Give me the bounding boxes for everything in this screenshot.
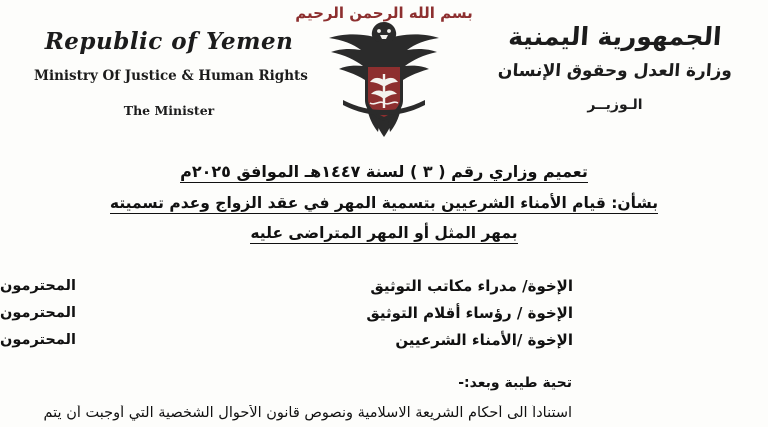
- circular-title-block: [0, 158, 768, 247]
- yemen-national-emblem-icon: [309, 4, 459, 144]
- circular-number-line: [0, 158, 768, 185]
- addressee-title: الإخوة/ مدراء مكاتب التوثيق: [370, 276, 573, 295]
- country-name-ar: الجمهورية اليمنية: [507, 22, 723, 51]
- ministry-name-en: Ministry Of Justice & Human Rights: [34, 68, 308, 84]
- header-left-english: [34, 28, 308, 118]
- body-first-line: استناداً الى أحكام الشريعة الاسلامية ونصوص قانون الأحوال الشخصية التي أوجبت أن يتم: [43, 405, 572, 421]
- circular-subject-text-2: بمهر المثل أو المهر المتراضى عليه: [250, 224, 518, 242]
- addressee-respect: المحترمون: [0, 277, 76, 294]
- addressee-respect: المحترمون: [0, 304, 76, 321]
- circular-subject-line-2: [0, 220, 768, 247]
- document-header: [0, 0, 768, 145]
- circular-subject-text-1: بشأن: قيام الأمناء الشرعيين بتسمية المهر في عقد الزواج وعدم تسميته: [109, 194, 659, 212]
- addressee-title: الإخوة / رؤساء أقلام التوثيق: [366, 303, 573, 322]
- addressee-respect: المحترمون: [0, 331, 76, 348]
- addressee-title: الإخوة /الأمناء الشرعيين: [395, 330, 573, 349]
- addressee-row: [0, 326, 768, 353]
- header-right-arabic: [490, 22, 740, 113]
- circular-number-text: تعميم وزاري رقم ( ٣ ) لسنة ١٤٤٧هـ الموافق ٢٠٢٥م: [180, 162, 588, 181]
- addressee-row: [0, 272, 768, 299]
- minister-role-ar: الـوزيــر: [587, 97, 643, 113]
- addressee-list: [0, 272, 768, 353]
- addressee-row: [0, 299, 768, 326]
- minister-role-en: The Minister: [123, 103, 215, 118]
- country-name-en: Republic of Yemen: [44, 28, 294, 55]
- greeting-line: تحية طيبة وبعد:-: [458, 375, 572, 391]
- ministry-name-ar: وزارة العدل وحقوق الإنسان: [497, 61, 733, 81]
- basmala-text: بسم الله الرحمن الرحيم: [295, 4, 473, 22]
- circular-subject-line-1: [0, 190, 768, 217]
